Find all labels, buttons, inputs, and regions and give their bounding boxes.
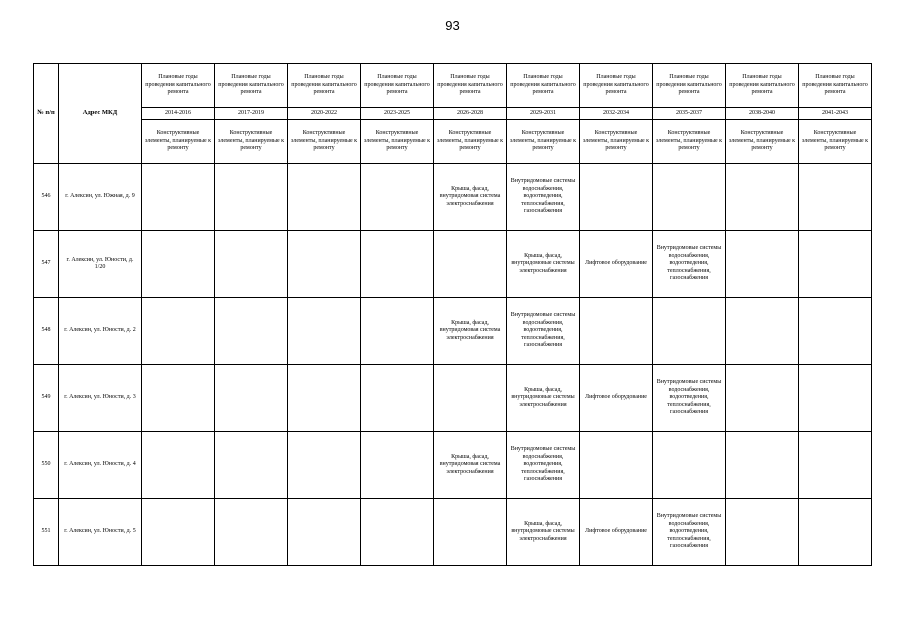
row-cell [726,499,799,566]
row-number: 551 [34,499,59,566]
row-cell [726,365,799,432]
header-period: 2035-2037 [653,108,726,120]
row-cell [580,432,653,499]
header-sub-label: Конструктивные элементы, планируемые к ремонту [215,120,288,164]
header-period: 2017-2019 [215,108,288,120]
row-cell: Внутридомовые системы водоснабжения, водоотведения, теплоснабжения, газоснабжения [653,231,726,298]
header-period: 2041-2043 [799,108,872,120]
row-cell: Внутридомовые системы водоснабжения, водоотведения, теплоснабжения, газоснабжения [507,298,580,365]
row-number: 549 [34,365,59,432]
row-cell [434,231,507,298]
header-num: № п/п [34,64,59,164]
row-cell: Лифтовое оборудование [580,231,653,298]
header-plan-title: Плановые годы проведения капитального ремонта [726,64,799,108]
header-period: 2026-2028 [434,108,507,120]
row-cell [215,499,288,566]
row-cell [142,365,215,432]
header-sub-label: Конструктивные элементы, планируемые к ремонту [799,120,872,164]
row-cell: Крыша, фасад, внутридомовая система электроснабжения [434,432,507,499]
header-period: 2014-2016 [142,108,215,120]
row-cell [653,298,726,365]
table-row [34,365,872,432]
row-cell [142,298,215,365]
row-cell: Лифтовое оборудование [580,365,653,432]
row-cell: Внутридомовые системы водоснабжения, водоотведения, теплоснабжения, газоснабжения [507,432,580,499]
header-sub-label: Конструктивные элементы, планируемые к ремонту [434,120,507,164]
header-period: 2038-2040 [726,108,799,120]
header-period: 2023-2025 [361,108,434,120]
row-cell: Крыша, фасад, внутридомовые системы электроснабжения [507,365,580,432]
row-cell [142,231,215,298]
row-cell [726,432,799,499]
row-cell: Внутридомовые системы водоснабжения, водоотведения, теплоснабжения, газоснабжения [653,365,726,432]
row-number: 550 [34,432,59,499]
header-plan-title: Плановые годы проведения капитального ремонта [142,64,215,108]
row-cell: Крыша, фасад, внутридомовые системы электроснабжения [507,499,580,566]
row-cell [288,231,361,298]
row-cell [434,499,507,566]
row-cell: Лифтовое оборудование [580,499,653,566]
row-cell [580,164,653,231]
row-cell [361,432,434,499]
row-cell [215,164,288,231]
row-cell [288,432,361,499]
header-sub-label: Конструктивные элементы, планируемые к ремонту [288,120,361,164]
row-cell [361,365,434,432]
row-cell: Внутридомовые системы водоснабжения, водоотведения, теплоснабжения, газоснабжения [507,164,580,231]
row-cell [361,231,434,298]
row-cell [434,365,507,432]
row-cell [580,298,653,365]
header-sub-label: Конструктивные элементы, планируемые к ремонту [580,120,653,164]
header-plan-title: Плановые годы проведения капитального ремонта [434,64,507,108]
row-cell [288,499,361,566]
header-sub-label: Конструктивные элементы, планируемые к ремонту [507,120,580,164]
header-sub-label: Конструктивные элементы, планируемые к ремонту [142,120,215,164]
row-address: г. Алексин, ул. Юности, д. 1/20 [59,231,142,298]
row-cell [799,298,872,365]
row-cell: Внутридомовые системы водоснабжения, водоотведения, теплоснабжения, газоснабжения [653,499,726,566]
row-cell [361,499,434,566]
table-header [34,64,872,164]
row-cell [142,499,215,566]
header-sub-label: Конструктивные элементы, планируемые к ремонту [653,120,726,164]
row-cell [142,164,215,231]
page-number: 93 [445,18,460,33]
table-row [34,432,872,499]
header-sub-label: Конструктивные элементы, планируемые к ремонту [361,120,434,164]
header-plan-title: Плановые годы проведения капитального ремонта [653,64,726,108]
header-period: 2020-2022 [288,108,361,120]
table-row [34,298,872,365]
row-cell [361,164,434,231]
row-cell [799,231,872,298]
row-cell [799,499,872,566]
row-number: 548 [34,298,59,365]
row-cell: Крыша, фасад, внутридомовая система электроснабжения [434,298,507,365]
table-body [34,164,872,566]
row-address: г. Алексин, ул. Юности, д. 4 [59,432,142,499]
row-cell [288,298,361,365]
row-cell [799,164,872,231]
header-address: Адрес МКД [59,64,142,164]
header-plan-title: Плановые годы проведения капитального ремонта [215,64,288,108]
row-cell [726,298,799,365]
row-cell [215,432,288,499]
table-row [34,231,872,298]
row-number: 547 [34,231,59,298]
row-cell [215,298,288,365]
row-number: 546 [34,164,59,231]
header-sub-label: Конструктивные элементы, планируемые к ремонту [726,120,799,164]
row-address: г. Алексин, ул. Юности, д. 2 [59,298,142,365]
row-cell [215,231,288,298]
header-plan-title: Плановые годы проведения капитального ремонта [288,64,361,108]
row-cell [799,432,872,499]
row-cell: Крыша, фасад, внутридомовые системы электроснабжения [507,231,580,298]
row-cell [653,432,726,499]
table-row [34,499,872,566]
header-plan-title: Плановые годы проведения капитального ремонта [361,64,434,108]
header-plan-title: Плановые годы проведения капитального ремонта [507,64,580,108]
row-cell [288,164,361,231]
row-address: г. Алексин, ул. Южная, д. 9 [59,164,142,231]
table-row [34,164,872,231]
header-period: 2032-2034 [580,108,653,120]
header-plan-title: Плановые годы проведения капитального ремонта [799,64,872,108]
row-cell [726,164,799,231]
repair-plan-table [33,63,872,566]
row-cell [726,231,799,298]
header-plan-title: Плановые годы проведения капитального ремонта [580,64,653,108]
header-period: 2029-2031 [507,108,580,120]
row-cell: Крыша, фасад, внутридомовая система электроснабжения [434,164,507,231]
row-cell [288,365,361,432]
row-address: г. Алексин, ул. Юности, д. 3 [59,365,142,432]
row-cell [215,365,288,432]
row-address: г. Алексин, ул. Юности, д. 5 [59,499,142,566]
row-cell [653,164,726,231]
row-cell [799,365,872,432]
row-cell [142,432,215,499]
row-cell [361,298,434,365]
